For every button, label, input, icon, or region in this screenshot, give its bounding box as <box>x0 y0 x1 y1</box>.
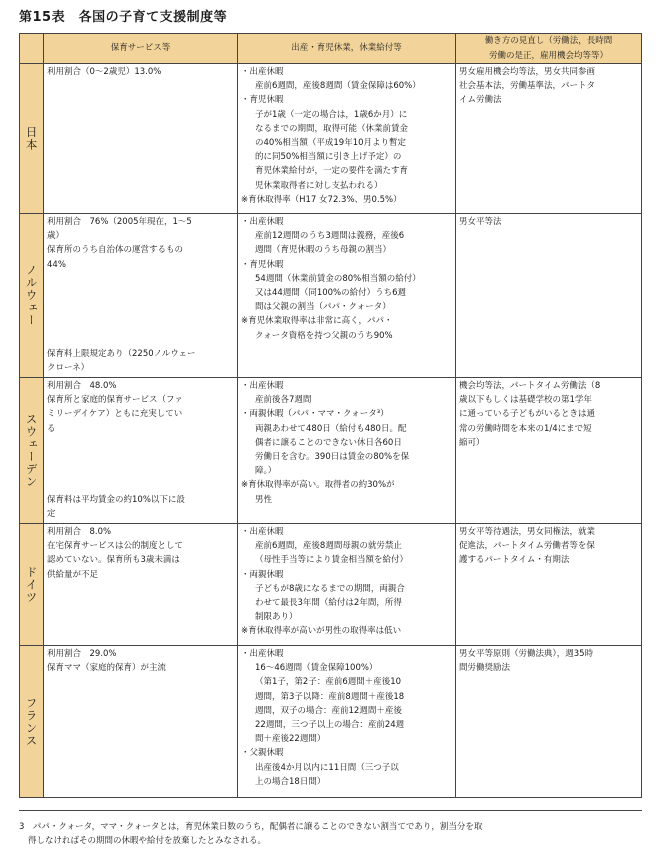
work-reform-cell <box>456 64 642 214</box>
cell-line: 産前6週間，産後8週間（賃金保障は60%） <box>255 81 421 92</box>
cell-line: 男性 <box>255 494 273 505</box>
leave-cell <box>238 378 456 524</box>
childcare-cell <box>44 214 238 378</box>
cell-line: 保育サービス等 <box>110 43 171 54</box>
cell-line: 常の労働時間を本来の1/4にまで短 <box>459 423 592 434</box>
cell-line: 週間（育児休暇のうち母親の割当） <box>255 245 392 256</box>
country-name: スウェーデン <box>24 413 39 488</box>
cell-line: 44% <box>47 259 66 270</box>
cell-line: 間は父親の割当（パパ・クォータ） <box>255 302 391 313</box>
cell-line: 保育料は平均賃金の約10%以下に設 <box>47 494 185 505</box>
cell-line: ・出産休暇 <box>241 649 284 659</box>
cell-line: わせて最長3年間（給付は2年間，所得 <box>255 598 402 609</box>
cell-line: に通っている子どもがいるときは通 <box>459 409 596 420</box>
cell-line: 週間，双子の場合：産前12週間＋産後 <box>255 705 402 716</box>
cell-line: 男女平等待遇法，男女同権法，就業 <box>459 527 596 537</box>
cell-line: 認めていない。保育所も3歳未満は <box>47 555 180 566</box>
country-name: ドイツ <box>24 565 39 604</box>
header-work <box>456 33 642 64</box>
childcare-cell <box>44 64 238 214</box>
cell-line: ・両親休暇 <box>241 569 284 580</box>
childcare-cell <box>44 378 238 524</box>
cell-line: 労働日を含む。390日は賃金の80%を保 <box>255 452 410 463</box>
footnote <box>19 820 642 848</box>
page-title: 第15表 各国の子育て支援制度等 <box>19 10 228 25</box>
cell-line: 的に同50%相当額に引き上げ予定）の <box>255 152 402 163</box>
header-corner <box>19 33 44 64</box>
leave-cell <box>238 646 456 798</box>
cell-line: 産前12週間のうち3週間は義務，産後6 <box>255 231 405 242</box>
cell-line: 子が1歳（一定の場合は，1歳6か月）に <box>255 109 408 120</box>
cell-line: ※育休取得率が高い。取得者の約30%が <box>241 480 395 491</box>
cell-line: イム労働法 <box>459 95 502 106</box>
cell-line: 保育所と家庭的保育サービス（ファ <box>47 395 183 406</box>
cell-line: ・両親休暇（パパ・ママ・クォータ³） <box>241 409 389 420</box>
cell-line: 育児休業給付が，一定の要件を満たす育 <box>255 166 409 177</box>
cell-line: 縮可） <box>459 437 485 448</box>
country-name-cell <box>19 64 44 214</box>
work-reform-cell <box>456 524 642 646</box>
country-name-cell <box>19 524 44 646</box>
cell-line: 制限あり） <box>255 612 298 623</box>
cell-line: 保育料上限規定あり（2250ノルウェー <box>47 348 196 359</box>
cell-line: 出産・育児休業，休業給付等 <box>291 43 402 54</box>
cell-line: る <box>47 423 56 434</box>
cell-line: 両親あわせて480日（給付も480日。配 <box>255 423 407 434</box>
footnote-line: 3 パパ・クォータ，ママ・クォータとは，育児休業日数のうち，配偶者に譲ることのできない割当てであり，割当分を取 <box>19 822 483 832</box>
cell-line: 産前6週間，産後8週間母親の就労禁止 <box>255 541 402 552</box>
cell-line: ・出産休暇 <box>241 527 284 537</box>
support-table <box>19 33 642 798</box>
leave-cell <box>238 64 456 214</box>
cell-line: 男女雇用機会均等法，男女共同参画 <box>459 67 596 77</box>
country-name-cell <box>19 214 44 378</box>
cell-line: ・育児休暇 <box>241 259 284 270</box>
cell-line: 障。） <box>255 466 277 477</box>
cell-line: ※育児休業取得率は非常に高く，パパ・ <box>241 316 393 327</box>
cell-line: クローネ） <box>47 362 90 373</box>
cell-line: ・出産休暇 <box>241 381 284 391</box>
country-name: ノルウェー <box>24 264 39 327</box>
cell-line: 労働の是正，雇用機会均等等） <box>488 50 608 61</box>
cell-line: 定 <box>47 508 56 519</box>
cell-line: ミリーデイケア）ともに充実してい <box>47 409 183 420</box>
cell-line: 促進法，パートタイム労働者等を保 <box>459 541 595 552</box>
cell-line: 護するパートタイム・有期法 <box>459 555 570 566</box>
cell-line: 社会基本法，労働基準法，パートタ <box>459 81 596 92</box>
cell-line: ・育児休暇 <box>241 95 284 106</box>
leave-cell <box>238 524 456 646</box>
cell-line: 又は44週間（同100%の給付）うち6週 <box>255 288 407 299</box>
cell-line: の40%相当額（平成19年10月より暫定 <box>255 138 407 149</box>
leave-cell <box>238 214 456 378</box>
cell-line: 利用割合 8.0% <box>47 527 112 537</box>
work-reform-cell <box>456 646 642 798</box>
cell-line: 歳以下もしくは基礎学校の第1学年 <box>459 395 592 406</box>
childcare-cell <box>44 524 238 646</box>
cell-line: 間＋産後22週間） <box>255 734 326 745</box>
header-leave <box>238 33 456 64</box>
cell-line: ※育休取得率（H17 女72.3%、男0.5%） <box>241 194 402 205</box>
cell-line: 歳） <box>47 231 65 242</box>
cell-line: 週間，第3子以降：産前8週間＋産後18 <box>255 691 405 702</box>
cell-line: 上の場合18日間） <box>255 776 326 787</box>
cell-line: （母性手当等により賃金相当額を給付） <box>255 555 409 566</box>
childcare-fee-note <box>47 493 234 521</box>
cell-line: 利用割合 48.0% <box>47 381 117 391</box>
cell-line: ・出産休暇 <box>241 67 284 77</box>
cell-line: 利用割合（0～2歳児）13.0% <box>47 67 162 77</box>
cell-line: 偶者に譲ることのできない休日各60日 <box>255 437 402 448</box>
cell-line: 男女平等原則（労働法典），週35時 <box>459 649 594 659</box>
cell-line: 22週間，三つ子以上の場合：産前24週 <box>255 720 405 731</box>
header-childcare <box>44 33 238 64</box>
cell-line: 保育所のうち自治体の運営するもの <box>47 245 184 256</box>
cell-line: 出産後4か月以内に11日間（三つ子以 <box>255 762 399 773</box>
country-name: フランス <box>24 696 39 747</box>
cell-line: 働き方の見直し（労働法，長時間 <box>484 36 613 47</box>
cell-line: 在宅保育サービスは公的制度として <box>47 541 184 552</box>
work-reform-cell <box>456 378 642 524</box>
cell-line: 児休業取得者に対し支払われる） <box>255 180 383 191</box>
cell-line: 男女平等法 <box>459 217 502 227</box>
cell-line: 利用割合 29.0% <box>47 649 117 659</box>
cell-line: 保育ママ（家庭的保育）が主流 <box>47 663 167 674</box>
country-name-cell <box>19 378 44 524</box>
work-reform-cell <box>456 214 642 378</box>
childcare-fee-note <box>47 347 234 375</box>
cell-line: ・父親休暇 <box>241 748 284 759</box>
cell-line: 54週間（休業前賃金の80%相当額の給付） <box>255 273 421 284</box>
cell-line: （第1子，第2子：産前6週間＋産後10 <box>255 677 402 688</box>
cell-line: 間労働奨励法 <box>459 663 511 674</box>
footnote-line: 得しなければその期間の休暇や給付を放棄したとみなされる。 <box>28 836 267 846</box>
cell-line: 供給量が不足 <box>47 569 99 580</box>
cell-line: ※育休取得率が高いが男性の取得率は低い <box>241 626 402 637</box>
cell-line: 16～46週間（賃金保障100%） <box>255 663 378 674</box>
cell-line: なるまでの期間，取得可能（休業前賃金 <box>255 123 409 134</box>
country-name: 日本 <box>24 126 39 151</box>
cell-line: クォータ資格を持つ父親のうち90% <box>255 330 393 341</box>
cell-line: 機会均等法，パートタイム労働法（8 <box>459 381 601 391</box>
country-name-cell <box>19 646 44 798</box>
childcare-cell <box>44 646 238 798</box>
cell-line: 利用割合 76%（2005年現在，1～5 <box>47 217 192 227</box>
cell-line: 産前後各7週間 <box>255 395 312 406</box>
cell-line: ・出産休暇 <box>241 217 284 227</box>
footnote-rule <box>19 810 642 811</box>
cell-line: 子どもが8歳になるまでの期間，両親合 <box>255 583 405 594</box>
